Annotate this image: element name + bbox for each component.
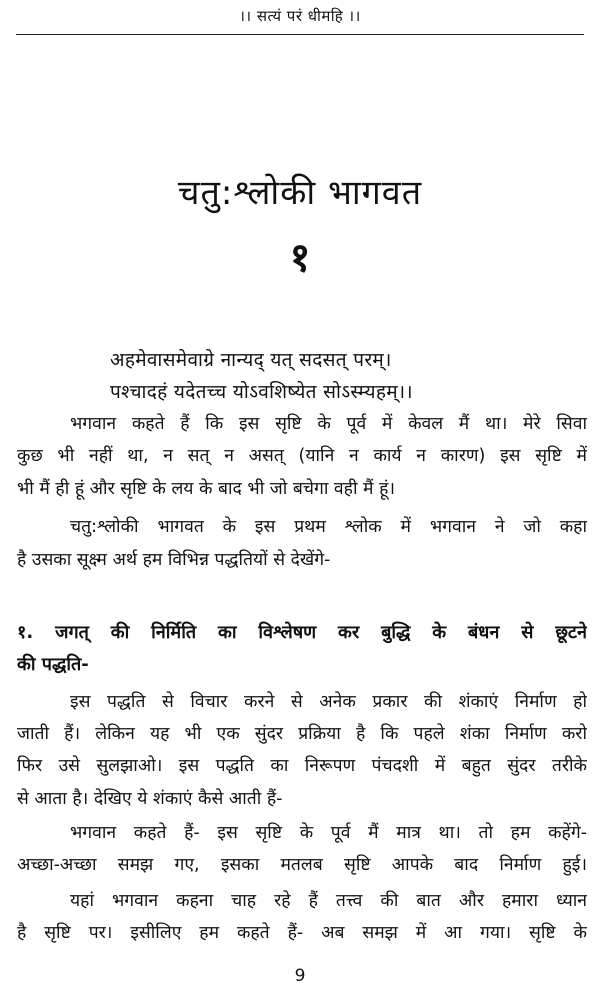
- page-number: 9: [294, 966, 306, 986]
- section-heading: १. जगत् की निर्मिति का विश्लेषण कर बुद्धि के बंधन से छूटने: [17, 622, 587, 643]
- verse-line: पश्चादहं यदेतच्च योऽवशिष्येत सोऽस्म्यहम्।।: [110, 381, 413, 403]
- section-heading: की पद्धति-: [17, 654, 89, 675]
- paragraph-line: अच्छा-अच्छा समझ गए, इसका मतलब सृष्टि आपके बाद निर्माण हुई।: [17, 855, 587, 875]
- paragraph-line: भगवान कहते हैं कि इस सृष्टि के पूर्व में केवल मैं था। मेरे सिवा: [70, 414, 587, 434]
- paragraph-line: से आता है। देखिए ये शंकाएं कैसे आती हैं-: [17, 789, 283, 809]
- paragraph-line: भी मैं ही हूं और सृष्टि के लय के बाद भी जो बचेगा वही मैं हूं।: [17, 479, 395, 499]
- paragraph-line: इस पद्धति से विचार करने से अनेक प्रकार की शंकाएं निर्माण हो: [70, 692, 587, 712]
- paragraph-line: है उसका सूक्ष्म अर्थ हम विभिन्न पद्धतियों से देखेंगे-: [17, 550, 331, 570]
- paragraph-line: भगवान कहते हैं- इस सृष्टि के पूर्व मैं मात्र था। तो हम कहेंगे-: [70, 823, 587, 843]
- paragraph-line: है सृष्टि पर। इसीलिए हम कहते हैं- अब समझ में आ गया। सृष्टि के: [17, 923, 587, 943]
- verse-line: अहमेवासमेवाग्रे नान्यद् यत् सदसत् परम्।: [110, 349, 392, 371]
- paragraph-line: फिर उसे सुलझाओ। इस पद्धति का निरूपण पंचदशी में बहुत सुंदर तरीके: [17, 756, 587, 776]
- header-rule: [16, 34, 584, 35]
- paragraph-line: यहां भगवान कहना चाह रहे हैं तत्त्व की बात और हमारा ध्यान: [70, 891, 587, 911]
- paragraph-line: कुछ भी नहीं था, न सत् न असत् (यानि न कार्य न कारण) इस सृष्टि में: [17, 446, 587, 466]
- chapter-title: चतु:श्लोकी भागवत: [177, 173, 423, 213]
- running-header: ।। सत्यं परं धीमहि ।।: [239, 7, 361, 25]
- paragraph-line: जाती हैं। लेकिन यह भी एक सुंदर प्रक्रिया है कि पहले शंका निर्माण करो: [17, 724, 587, 744]
- chapter-number: १: [289, 235, 311, 281]
- paragraph-line: चतु:श्लोकी भागवत के इस प्रथम श्लोक में भगवान ने जो कहा: [70, 517, 587, 537]
